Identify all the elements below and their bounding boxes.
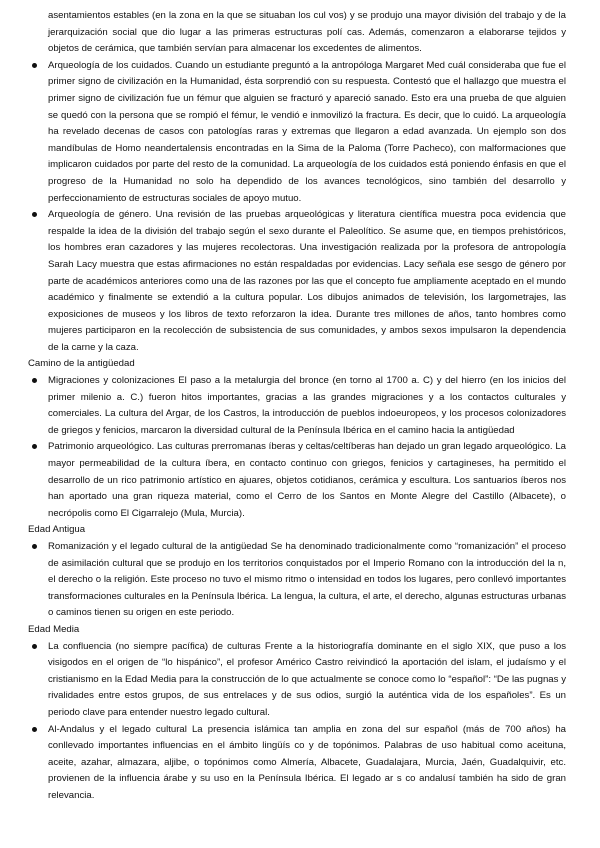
bullet-icon bbox=[32, 212, 37, 217]
item-text: La confluencia (no siempre pacífica) de culturas Frente a la historiografía dominante en el siglo XIX, que puso a los visigodos en el origen de “lo hispánico”, el profesor Américo Castro reivindicó la aportación del islam, el judaísmo y el cristianismo en la Edad Media para la construcción de lo que actualmente se conoce como lo “español”: “De las pugnas y rivalidades entre estos grupos, de sus entrelaces y de sus odios, surgió la auténtica vida de los españoles”. Es un periodo clave para entender nuestro legado cultural. bbox=[48, 640, 566, 718]
item-text: Romanización y el legado cultural de la antigüedad Se ha denominado tradicionalmente como “romanización” el proceso de asimilación cultural que se produjo en los territorios conquistados por el Imperio Romano con la introducción del la n, el derecho o la religión. Este proceso no tuvo el mismo ritmo o intensidad en todos los lugares, pero conllevó importantes transformaciones culturales en la Península Ibérica. La lengua, la cultura, el arte, el derecho, algunas estructuras urbanas o caminos tienen su origen en este periodo. bbox=[48, 541, 566, 619]
bullet-icon bbox=[32, 63, 37, 68]
bullet-icon bbox=[32, 727, 37, 732]
bullet-icon bbox=[32, 444, 37, 449]
list-item bbox=[28, 58, 566, 207]
section-heading: Edad Media bbox=[28, 623, 80, 635]
bullet-icon bbox=[32, 544, 37, 549]
item-text: Migraciones y colonizaciones El paso a la metalurgia del bronce (en torno al 1700 a. C) y del hierro (en los inicios del primer milenio a. C.) fueron hitos importantes, gracias a las grandes migraciones y a los contactos culturales y comerciales. La cultura del Argar, de los Castros, la introducción de pueblos indoeuropeos, y los procesos colonizadores de griegos y fenicios, marcaron la diversidad cultural de la Península Ibérica en el camino hacia la antigüedad bbox=[48, 375, 566, 436]
list-item bbox=[28, 722, 566, 805]
item-text: Arqueología de género. Una revisión de las pruebas arqueológicas y literatura científica muestra poca evidencia que respalde la idea de la división del trabajo según el sexo durante el Paleolítico. Se asume que, en tiempos prehistóricos, los hombres eran cazadores y las mujeres recolectoras. Una investigación realizada por la profesora de antropología Sarah Lacy muestra que estas afirmaciones no están respaldadas por evidencias. Lacy señala ese sesgo de género por parte de académicos anteriores como una de las razones por las que el concepto fue ampliamente aceptado en el mundo académico y finalmente se extendió a la cultura popular. Los dibujos animados de televisión, los largometrajes, las exposiciones de museos y los libros de texto reforzaron la idea. Durante tres millones de años, tanto hombres como mujeres participaron en la recolección de subsistencia de sus comunidades, y ambos sexos impulsaron la dependencia de la carne y la caza. bbox=[48, 209, 566, 353]
section-heading: Camino de la antigüedad bbox=[28, 358, 135, 370]
bullet-icon bbox=[32, 378, 37, 383]
list-item bbox=[28, 639, 566, 722]
bullet-icon bbox=[32, 644, 37, 649]
intro-continuation: asentamientos estables (en la zona en la que se situaban los cul vos) y se produjo una mayor división del trabajo y de la jerarquización social que dio lugar a las primeras estructuras polí cas. Además, comenzaron a elaborarse tejidos y objetos de cerámica, que también servían para almacenar los excedentes de alimentos. bbox=[48, 10, 566, 55]
item-text: Patrimonio arqueológico. Las culturas prerromanas íberas y celtas/celtíberas han dejado un gran legado arqueológico. La mayor permeabilidad de la cultura íbera, en contacto continuo con griegos, fenicios y cartagineses, ha permitido el desarrollo de un rico patrimonio artístico en ajuares, objetos cotidianos, cerámica y escultura. Los santuarios íberos nos han aportado una gran riqueza material, como el Cerro de los Santos en Monte Alegre del Castillo (Albacete), o necrópolis como El Cigarralejo (Mula, Murcia). bbox=[48, 441, 566, 519]
list-item bbox=[28, 373, 566, 439]
item-text: Al-Andalus y el legado cultural La presencia islámica tan amplia en zona del sur español (más de 700 años) ha conllevado importantes influencias en el ámbito lingüís co y de topónimos. Palabras de uso habitual como aceituna, aceite, azahar, almazara, aljibe, o topónimos como Almería, Albacete, Guadalajara, Murcia, Jaén, Guadalquivir, etc. provienen de la influencia árabe y su uso en la Península Ibérica. El legado ar s co andalusí también ha sido de gran relevancia. bbox=[48, 723, 566, 801]
section-heading: Edad Antigua bbox=[28, 524, 86, 536]
list-item bbox=[28, 207, 566, 356]
list-item bbox=[28, 539, 566, 622]
list-item bbox=[28, 439, 566, 522]
item-text: Arqueología de los cuidados. Cuando un estudiante preguntó a la antropóloga Margaret Med cuál consideraba que fue el primer signo de civilización en la Humanidad, ésta sorprendió con su respuesta. Contestó que el hallazgo que muestra el primer signo de civilización fue un fémur que alguien se fracturó y apareció sanado. Esto era una prueba de que alguien se quedó con la persona que se rompió el fémur, le vendió e inmovilizó la fractura. Es decir, que lo cuidó. La arqueología ha revelado decenas de casos con patologías raras y extremas que llegaron a edad avanzada. Un ejemplo son dos mandíbulas de Homo neandertalensis encontradas en la Sima de la Paloma (Torre Pacheco), con malformaciones que implicaron cuidados por parte del resto de la comunidad. La arqueología de los cuidados está poniendo énfasis en que el progreso de la Humanidad no solo ha dependido de los avances tecnológicos, sino también del desarrollo y perfeccionamiento de estructuras sociales de apoyo mutuo. bbox=[48, 59, 566, 204]
